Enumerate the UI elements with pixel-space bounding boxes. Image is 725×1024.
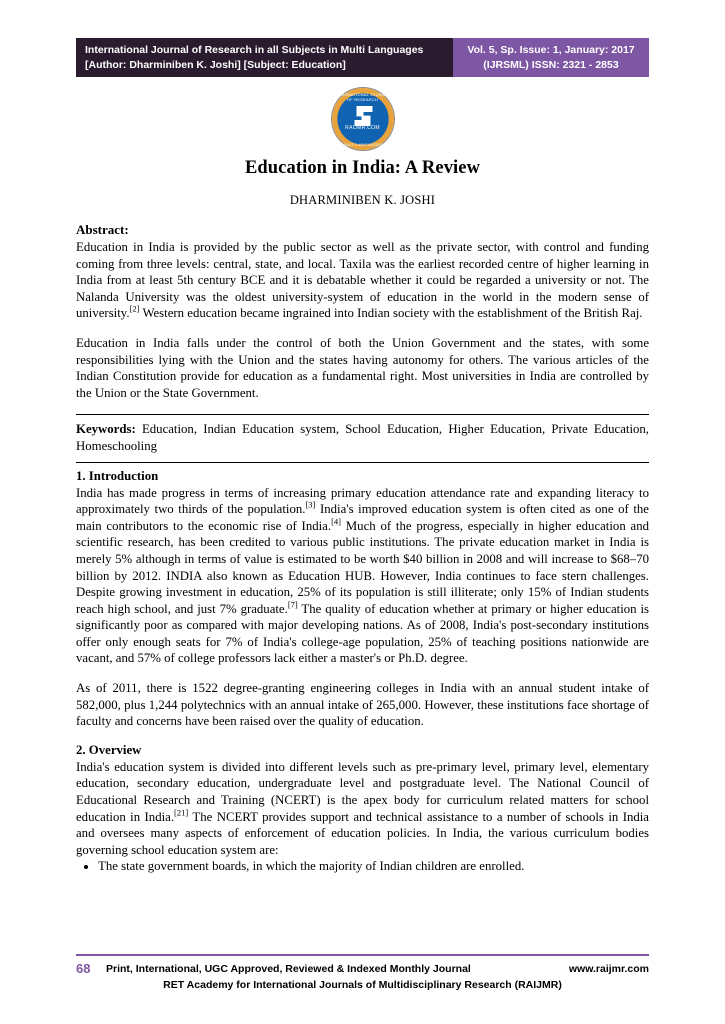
intro-part-4: The quality of education whether at primary or higher education is significantly poor as compared with major developing nations. As of 2008, India's post-secondary institutions offer only enough seats for 7% of India's college-age population, 25% of teaching positions nationwide are vacant, and 57% of college professors lack either a master's or Ph.D. degree. [76, 601, 649, 666]
header-issn: (IJRSML) ISSN: 2321 - 2853 [483, 59, 619, 71]
abstract-label: Abstract: [76, 222, 129, 237]
intro-part-3: Much of the progress, especially in higher education and scientific research, has been credited to various public institutions. The private education market in India is merely 5% although in terms of value is estimated to be worth $40 billion in 2008 and will increase to $68–70 billion by 2012. INDIA also known as Education HUB. However, India continues to face stern challenges. Despite growing investment in education, 25% of its population is still illiterate; only 15% of Indian students reach high school, and just 7% graduate. [76, 518, 649, 616]
intro-part-1: India has made progress in terms of increasing primary education attendance rate and expanding literacy to approximately two thirds of the population. [76, 485, 649, 517]
abstract-p1-tail: Western education became ingrained into Indian society with the establishment of the British Raj. [139, 306, 643, 321]
overview-citation-21: [21] [174, 807, 189, 818]
footer-divider [76, 954, 649, 956]
abstract-paragraph-2: Education in India falls under the control of both the Union Government and the states, with some responsibilities lying with the Union and the states having autonomy for others. The various articles of the Indian Constitution provide for education as a fundamental right. Most universities in India are controlled by the Union or the State Government. [76, 335, 649, 400]
keywords-text: Education, Indian Education system, School Education, Higher Education, Private Education, Homeschooling [76, 422, 649, 453]
overview-part-2: The NCERT provides support and technical assistance to a number of schools in India and oversees many aspects of enforcement of education policies. In India, the various curriculum bodies governing school education system are: [76, 809, 649, 857]
header-volume-issue: Vol. 5, Sp. Issue: 1, January: 2017 [467, 44, 635, 56]
abstract-paragraph-1 [76, 239, 649, 322]
footer-website-link[interactable]: www.raijmr.com [568, 962, 649, 975]
intro-citation-7: [7] [287, 599, 298, 610]
introduction-paragraph-1 [76, 485, 649, 668]
intro-citation-4: [4] [331, 516, 341, 527]
logo-center-text: RAIJMR.COM [345, 125, 380, 131]
overview-paragraph-1 [76, 759, 649, 859]
footer-journal-note: Print, International, UGC Approved, Reviewed & Indexed Monthly Journal [106, 962, 471, 975]
article-content [76, 158, 649, 875]
logo-ring-bottom-text: MULTI LANGUAGES [342, 142, 383, 147]
introduction-paragraph-2: As of 2011, there is 1522 degree-granting engineering colleges in India with an annual student intake of 582,000, plus 1,244 polytechnics with an annual intake of 265,000. However, these institutions face shortage of faculty and concerns have been raised over the quality of education. [76, 681, 649, 729]
footer-publisher: RET Academy for International Journals of Multidisciplinary Research (RAIJMR) [163, 979, 562, 991]
divider-below-keywords [76, 462, 649, 463]
logo-ring-top-text: INTERNATIONAL JOURNAL OF RESEARCH [334, 92, 391, 102]
intro-part-2: India's improved education system is often cited as one of the main contributors to the economic rise of India. [76, 502, 649, 533]
page-header [76, 38, 649, 77]
page-footer [76, 954, 649, 991]
keywords-line [76, 421, 649, 454]
list-item: • The state government boards, in which the majority of Indian children are enrolled. [98, 858, 649, 875]
journal-logo-wrap [0, 88, 725, 150]
curriculum-bodies-list [76, 858, 649, 875]
abstract-p1-text: Education in India is provided by the public sector as well as the private sector, with control and funding coming from three levels: central, state, and local. Taxila was the earliest recorded centre of higher learning in India from at least 5th century BCE and it is debatable whether it could be regarded a university or not. The Nalanda University was the oldest university-system of education in the world in the modern sense of university. [76, 240, 649, 321]
section-heading-overview: 2. Overview [76, 742, 142, 757]
raijmr-logo-icon [332, 88, 394, 150]
overview-part-1: India's education system is divided into different levels such as pre-primary level, primary level, elementary education, secondary education, undergraduate level and postgraduate level. The National Council of Educational Research and Training (NCERT) is the apex body for curriculum related matters for school education in India. [76, 759, 649, 824]
logo-glyph-icon [353, 106, 373, 126]
header-issue-info [453, 38, 649, 77]
section-heading-introduction: 1. Introduction [76, 468, 159, 483]
header-journal-title: International Journal of Research in all Subjects in Multi Languages [85, 44, 424, 56]
abstract-citation-2: [2] [129, 304, 140, 315]
divider-above-keywords [76, 414, 649, 415]
intro-citation-3: [3] [305, 499, 316, 510]
header-author-subject: [Author: Dharminiben K. Joshi] [Subject: Education] [85, 59, 346, 71]
page-number: 68 [76, 961, 91, 976]
keywords-label: Keywords: [76, 422, 136, 437]
page-title: Education in India: A Review [244, 158, 481, 178]
header-journal-info [76, 38, 453, 77]
footer-main-row [76, 961, 649, 976]
author-name: DHARMINIBEN K. JOSHI [289, 193, 436, 207]
